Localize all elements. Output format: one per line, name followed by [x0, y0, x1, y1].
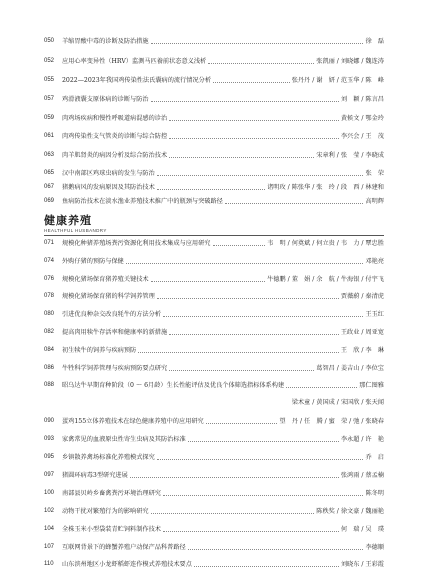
page-number: 104 — [44, 526, 55, 532]
article-title: 应用心率变异性（HRV）监测马匹養前状态意义浅析 — [62, 58, 207, 65]
toc-entry[interactable] — [44, 363, 384, 374]
author-names: 李永超 / 许 艳 — [340, 436, 384, 443]
page-number: 065 — [44, 170, 55, 176]
leader-dots — [206, 422, 278, 424]
article-title: 提高肉用犊牛存活率和健康率的新措施 — [62, 329, 168, 336]
toc-entry[interactable] — [44, 309, 384, 320]
leader-dots — [163, 494, 363, 496]
article-title: 汉中南部区鸡球虫病的发生与防治 — [62, 170, 155, 177]
page-number: 086 — [44, 365, 55, 371]
page-number: 061 — [44, 133, 55, 139]
author-names: 王政业 / 周亚宽 — [340, 329, 384, 336]
article-title: 互联网背景下的蜂蟹养殖户动保产品科普路径 — [62, 544, 186, 551]
page-number: 057 — [44, 96, 55, 102]
article-title: 外购仔猪的预防与保健 — [62, 258, 124, 265]
leader-dots — [163, 315, 363, 317]
page-number: 082 — [44, 329, 55, 335]
article-title: 蛋鸡155立体养殖技术在绿色健康养殖中的应用研究 — [62, 418, 204, 425]
toc-entry[interactable] — [44, 131, 384, 142]
leader-dots — [169, 119, 339, 121]
leader-dots — [126, 262, 364, 264]
page-number: 097 — [44, 472, 55, 478]
toc-entry[interactable] — [44, 416, 384, 427]
author-names: 韦 明 / 何奠斌 / 何立贵 / 韦 力 / 覃忠胜 — [267, 240, 384, 247]
author-names: 李兴会 / 王 茂 — [340, 133, 384, 140]
author-names: 葛智昌 / 姜吉山 / 李位宝 — [316, 365, 384, 372]
leader-dots — [169, 156, 314, 158]
toc-entry[interactable] — [44, 291, 384, 302]
toc-entry[interactable] — [44, 168, 384, 179]
article-title: 规模化猪场保育猪的科学饲养管理 — [62, 293, 155, 300]
page-number: 076 — [44, 276, 55, 282]
leader-dots — [157, 458, 364, 460]
author-names: 张凯丽 / 刘晓娜 / 魏连涛 — [316, 58, 384, 65]
toc-entry[interactable] — [44, 470, 384, 481]
toc-entry[interactable] — [44, 182, 384, 193]
article-title: 引进优良种杂交改良牦牛的方法分析 — [62, 311, 161, 318]
leader-dots — [151, 280, 265, 282]
toc-entry[interactable] — [44, 380, 384, 391]
leader-dots — [151, 512, 315, 514]
author-names: 张鸿雨 / 蔡孟楠 — [340, 472, 384, 479]
author-names: 张丹丹 / 谢 妍 / 范玉华 / 陈 峰 — [291, 77, 384, 84]
author-names: 乔 启 — [365, 454, 384, 461]
leader-dots — [163, 530, 339, 532]
toc-entry[interactable] — [44, 327, 384, 338]
author-names: 刘 颖 / 陈言昌 — [340, 96, 384, 103]
author-names: 牛德鹏 / 董 娟 / 余 航 / 牛海银 / 付宇飞 — [267, 276, 384, 283]
page-number: 055 — [44, 77, 55, 83]
leader-dots — [157, 188, 265, 190]
leader-dots — [169, 333, 339, 335]
page-number: 059 — [44, 115, 55, 121]
leader-dots — [213, 244, 266, 246]
author-names: 刘晓东 / 王彩霞 — [340, 561, 384, 568]
leader-dots — [169, 369, 314, 371]
author-names: 望 丹 / 任 腾 / 蜜 荣 / 弛 / 张晓春 — [279, 418, 384, 425]
leader-dots — [188, 548, 364, 550]
article-title: 乡镇散养禽场标准化养殖模式探究 — [62, 454, 155, 461]
article-title: 规模化种猪养殖场粪污资源化利用技术集成与应用研究 — [62, 240, 211, 247]
page-number: 063 — [44, 152, 55, 158]
leader-dots — [213, 81, 290, 83]
author-names: 张 荣 — [365, 170, 384, 177]
article-title: 2022—2023年我国鸡传染性法氏囊病的流行情况分析 — [62, 77, 212, 84]
article-title: 猪鹅病风的发病原因及其防治技术 — [62, 184, 155, 191]
leader-dots — [157, 174, 364, 176]
author-names: 黄候文 / 鄂金玲 — [340, 115, 384, 122]
toc-entry[interactable] — [44, 524, 384, 535]
page-number: 090 — [44, 418, 55, 424]
leader-dots — [138, 351, 339, 353]
toc-entry[interactable] — [44, 36, 384, 47]
toc-entry-continuation — [44, 397, 384, 408]
leader-dots — [157, 297, 339, 299]
leader-dots — [169, 137, 339, 139]
article-title: 初生犊牛的饲养与疾病预防 — [62, 347, 137, 354]
page-number: 100 — [44, 490, 55, 496]
section-divider — [44, 235, 384, 236]
page-number: 071 — [44, 240, 55, 246]
author-names: 李德顺 — [365, 544, 384, 551]
toc-entry[interactable] — [44, 94, 384, 105]
author-names: 陈冬明 — [365, 490, 384, 497]
page-number: 102 — [44, 508, 55, 514]
page-number: 093 — [44, 436, 55, 442]
page-number: 095 — [44, 454, 55, 460]
toc-entry[interactable] — [44, 434, 384, 445]
toc-entry[interactable] — [44, 238, 384, 249]
leader-dots — [151, 100, 339, 102]
article-title: 全株玉米小型袋装青贮饲料制作技术 — [62, 526, 161, 533]
toc-entry[interactable] — [44, 345, 384, 356]
toc-entry[interactable] — [44, 113, 384, 124]
toc-entry[interactable] — [44, 75, 384, 86]
author-names: 诸明玫 / 陈张华 / 张 玲 / 段 西 / 林建和 — [267, 184, 384, 191]
toc-entry[interactable] — [44, 559, 384, 570]
article-title: 动物干扰对繁殖行为的影响研究 — [62, 508, 149, 515]
toc-entry[interactable] — [44, 256, 384, 267]
leader-dots — [194, 565, 339, 567]
toc-entry[interactable] — [44, 542, 384, 553]
toc-entry[interactable] — [44, 452, 384, 463]
author-names: 王玉红 — [365, 311, 384, 318]
author-names: 何 瑞 / 吴 璞 — [340, 526, 384, 533]
author-names: 邓艳亮 — [365, 258, 384, 265]
article-title: 昭乌达牛早期育种阶段（0 ～ 6月龄）生长性能评估及优良个体筛选指标体系构建 — [62, 382, 285, 389]
page-number: 052 — [44, 58, 55, 64]
author-names: 徐 磊 — [365, 38, 384, 45]
author-names: 那仁图雅 — [359, 382, 384, 389]
leader-dots — [130, 476, 339, 478]
section-header — [44, 214, 384, 236]
author-names: 梁术童 / 黄国成 / 宋国欣 / 张天闻 — [291, 399, 384, 406]
toc-entry[interactable] — [44, 56, 384, 67]
author-names: 王 欣 / 李 琳 — [340, 347, 384, 354]
article-title: 南部县贝岭乡畜禽粪污环境治理研究 — [62, 490, 161, 497]
leader-dots — [151, 42, 364, 44]
author-names: 高明辉 — [365, 198, 384, 205]
page-number: 067 — [44, 184, 55, 190]
page-number: 074 — [44, 258, 55, 264]
article-title: 羊缩胃酸中毒的诊断及防治措施 — [62, 38, 149, 45]
leader-dots — [208, 62, 314, 64]
article-title: 肉鸡场疾病和慢性呼吸道病混感的诊治 — [62, 115, 168, 122]
author-names: 陈秩奖 / 徐文豪 / 魏丽艳 — [316, 508, 384, 515]
article-title: 鱼病防治技术在淡水渔业养殖技术推广中的瓶颈与突破路径 — [62, 198, 223, 205]
article-title: 家禽常见的血液原虫性寄生虫病及其防治标准 — [62, 436, 186, 443]
article-title: 规模化猪场保育猪养殖关键技术 — [62, 276, 149, 283]
article-title: 猪圆环病毒3型研究进展 — [62, 472, 128, 479]
author-names: 贾薇蔚 / 秦清虎 — [340, 293, 384, 300]
toc-entry[interactable] — [44, 274, 384, 285]
article-title: 肉羊肌肾炎的病因分析及综合防治技术 — [62, 152, 168, 159]
article-title: 鸡滑液囊支原体病的诊断与防治 — [62, 96, 149, 103]
section-title: 健康养殖 — [44, 214, 92, 227]
page-number: 080 — [44, 311, 55, 317]
toc-entry[interactable] — [44, 150, 384, 161]
toc-entry[interactable] — [44, 506, 384, 517]
leader-dots — [225, 202, 364, 204]
toc-entry[interactable] — [44, 488, 384, 499]
toc-entry[interactable] — [44, 196, 384, 207]
page-number: 078 — [44, 293, 55, 299]
page-number: 069 — [44, 198, 55, 204]
leader-dots — [188, 440, 339, 442]
section-subtitle: HEALTHFUL HUSBANDRY — [44, 228, 107, 233]
page-number: 084 — [44, 347, 55, 353]
article-title: 牛牲科学饲养管理与疾病预防要点研究 — [62, 365, 168, 372]
author-names: 宋章利 / 张 莹 / 李晓成 — [316, 152, 384, 159]
page-number: 050 — [44, 38, 55, 44]
page-number: 088 — [44, 382, 55, 388]
page-number: 107 — [44, 544, 55, 550]
article-title: 山东滨州地区小龙虾稻虾连作模式养殖技术要点 — [62, 561, 192, 568]
article-title: 肉鸡传染性支气管炎的诊断与综合防控 — [62, 133, 168, 140]
page-number: 110 — [44, 561, 54, 567]
leader-dots — [286, 386, 357, 388]
